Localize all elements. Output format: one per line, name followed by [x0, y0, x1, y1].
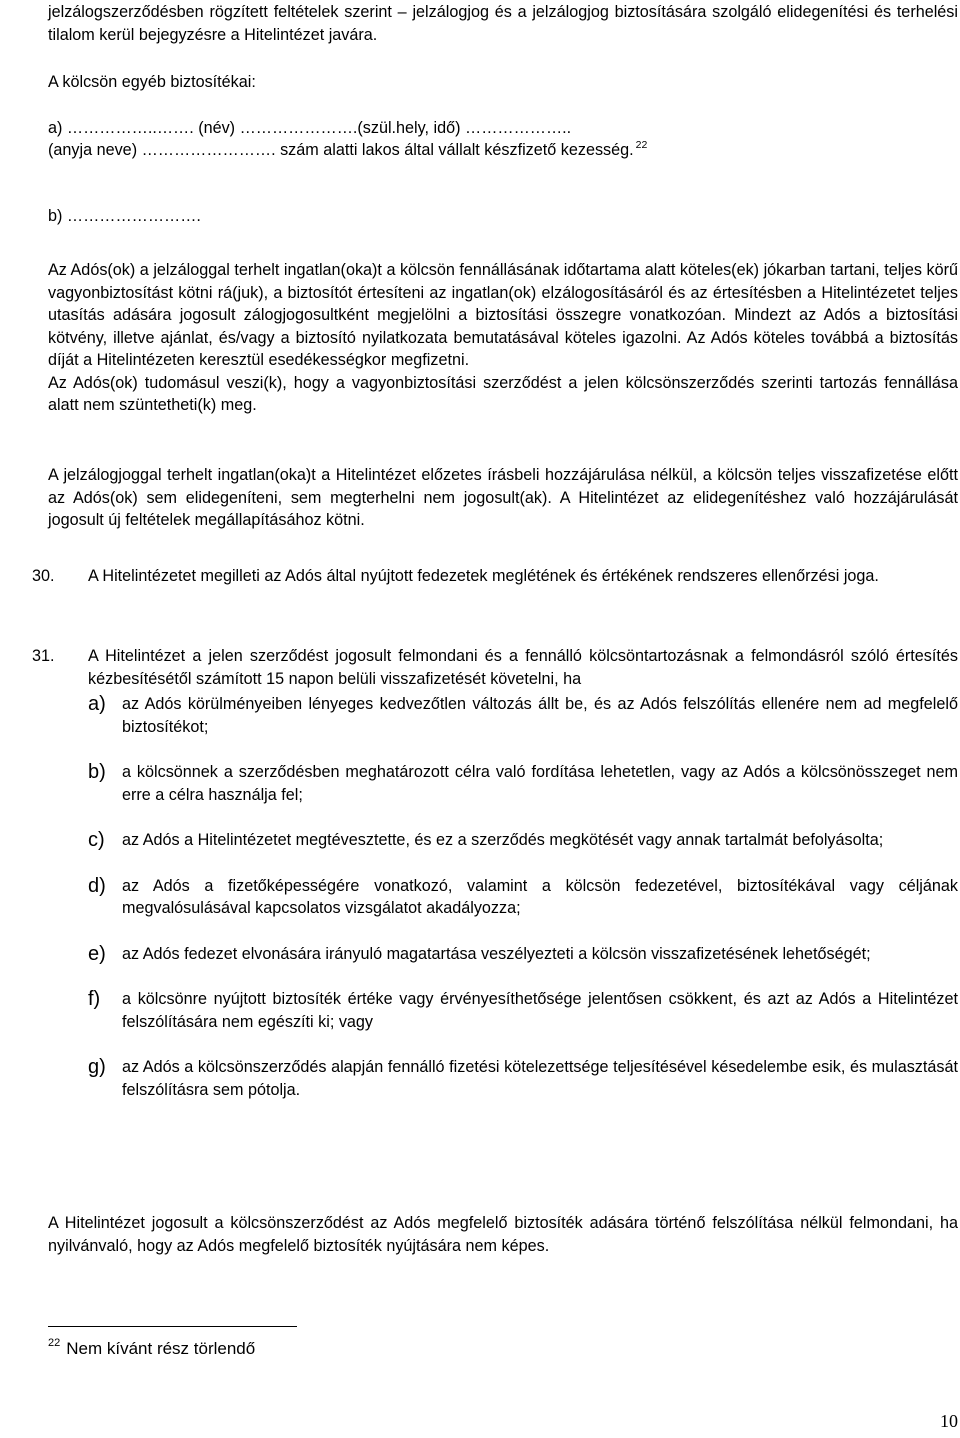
other-security-heading: A kölcsön egyéb biztosítékai: — [48, 73, 256, 91]
insurance-paragraph-2: Az Adós(ok) tudomásul veszi(k), hogy a vagyonbiztosítási szerződést a jelen kölcsönszerződés szerinti tartozás fennállása alatt nem szüntetheti(k) meg. — [48, 373, 958, 414]
list-item-letter: d) — [88, 874, 106, 897]
section-30 — [32, 565, 958, 588]
list-item — [88, 943, 958, 966]
list-item-letter: f) — [88, 988, 101, 1010]
list-item-text: a kölcsönre nyújtott biztosíték értéke vagy érvényesíthetősége jelentősen csökkent, és azt az Adós a Hitelintézet felszólítására nem egészíti ki; vagy — [122, 990, 958, 1031]
list-item-text: az Adós fedezet elvonására irányuló magatartása veszélyezteti a kölcsön visszafizetésének lehetőségét; — [122, 944, 871, 963]
footnote-reference: 22 — [635, 139, 648, 151]
top-paragraph: jelzálogszerződésben rögzített feltételek szerint – jelzálogjog és a jelzálogjog biztosítására szolgáló elidegenítési és terhelési tilalom kerül bejegyzésre a Hitelintézet javára. — [48, 3, 958, 44]
list-item — [88, 761, 958, 806]
list-item-text: az Adós a kölcsönszerződés alapján fennálló fizetési kötelezettsége teljesítésével késedelembe esik, és mulasztását felszólításra sem pótolja. — [122, 1058, 958, 1099]
security-a-line: a) ……………..……. (név) ………………….(szül.hely, idő) ……………….. — [48, 119, 572, 137]
list-item-text: az Adós a Hitelintézetet megtévesztette, és ez a szerződés megkötését vagy annak tartalmát befolyásolta; — [122, 831, 884, 849]
list-item-letter: c) — [88, 829, 105, 851]
list-item-text: az Adós a fizetőképességére vonatkozó, valamint a kölcsön fedezetével, biztosítékával vagy céljának megvalósulásával kapcsolatos vizsgálatot akadályozza; — [122, 876, 958, 917]
insurance-paragraph-3: A jelzálogjoggal terhelt ingatlan(oka)t a Hitelintézet előzetes írásbeli hozzájárulása nélkül, a kölcsön teljes visszafizetése előtt az Adós(ok) sem elidegeníteni, sem megterhelni nem jogosult(ak). A Hitelintézet az elidegenítéshez való hozzájárulását jogosult új feltételek megállapításához kötni. — [48, 466, 958, 529]
list-item — [88, 829, 958, 852]
list-item-letter: e) — [88, 942, 106, 965]
page-number: 10 — [940, 1410, 958, 1431]
section-31-intro: A Hitelintézet a jelen szerződést jogosult felmondani és a fennálló kölcsöntartozásnak a felmondásról szóló értesítés kézbesítésétől számított 15 napon belüli visszafizetését követelni, ha — [88, 647, 958, 688]
list-item-letter: a) — [88, 693, 106, 715]
list-item-text: az Adós körülményeiben lényeges kedvezőtlen változás állt be, és az Adós felszólítás ellenére nem ad megfelelő biztosítékot; — [122, 695, 958, 736]
footnote-mark: 22 — [48, 1337, 61, 1349]
list-item — [88, 693, 958, 738]
insurance-block — [48, 259, 958, 417]
list-item-letter: b) — [88, 761, 106, 783]
security-a-line-2 — [48, 139, 647, 162]
section-30-number: 30. — [32, 567, 55, 585]
list-item-letter: g) — [88, 1056, 106, 1078]
section-31-number: 31. — [32, 647, 55, 665]
section-30-text: A Hitelintézetet megilleti az Adós által nyújtott fedezetek meglétének és értékének rendszeres ellenőrzési joga. — [88, 567, 879, 585]
footnote — [48, 1338, 255, 1361]
footnote-divider — [48, 1326, 297, 1327]
section-31-closing: A Hitelintézet jogosult a kölcsönszerződést az Adós megfelelő biztosíték adására történő felszólítása nélkül felmondani, ha nyilvánvaló, hogy az Adós megfelelő biztosíték nyújtására nem képes. — [48, 1214, 958, 1255]
security-a-text: (anyja neve) ……………………. szám alatti lakos által vállalt készfizető kezesség. — [48, 141, 634, 159]
list-item-text: a kölcsönnek a szerződésben meghatározott célra való fordítása lehetetlen, vagy az Adós a kölcsönösszeget nem erre a célra használja fel; — [122, 763, 958, 804]
list-item — [88, 1056, 958, 1101]
section-31 — [32, 645, 958, 1101]
list-item — [88, 988, 958, 1033]
section-31-body — [88, 645, 958, 1101]
insurance-paragraph-1: Az Adós(ok) a jelzáloggal terhelt ingatlan(oka)t a kölcsön fennállásának időtartama alatt köteles(ek) jókarban tartani, teljes körű vagyonbiztosítást kötni rá(juk), a biztosítót értesíteni az ingatlan(ok) elzálogosításáról és az értesítésben a Hitelintézetet teljes utasítás adására jogosult zálogjogosultként megjelölni a biztosítási összegre vonatkozóan. Mindezt az Adós a biztosítási kötvény, illetve ajánlat, és/vagy a biztosító nyilatkozata bemutatásával köteles igazolni. Az Adós köteles továbbá a biztosítás díját a Hitelintézeten keresztül esedékességkor megfizetni. — [48, 261, 958, 369]
footnote-text: Nem kívánt rész törlendő — [66, 1339, 256, 1358]
security-b-line: b) ……………………. — [48, 207, 201, 225]
list-item — [88, 875, 958, 920]
